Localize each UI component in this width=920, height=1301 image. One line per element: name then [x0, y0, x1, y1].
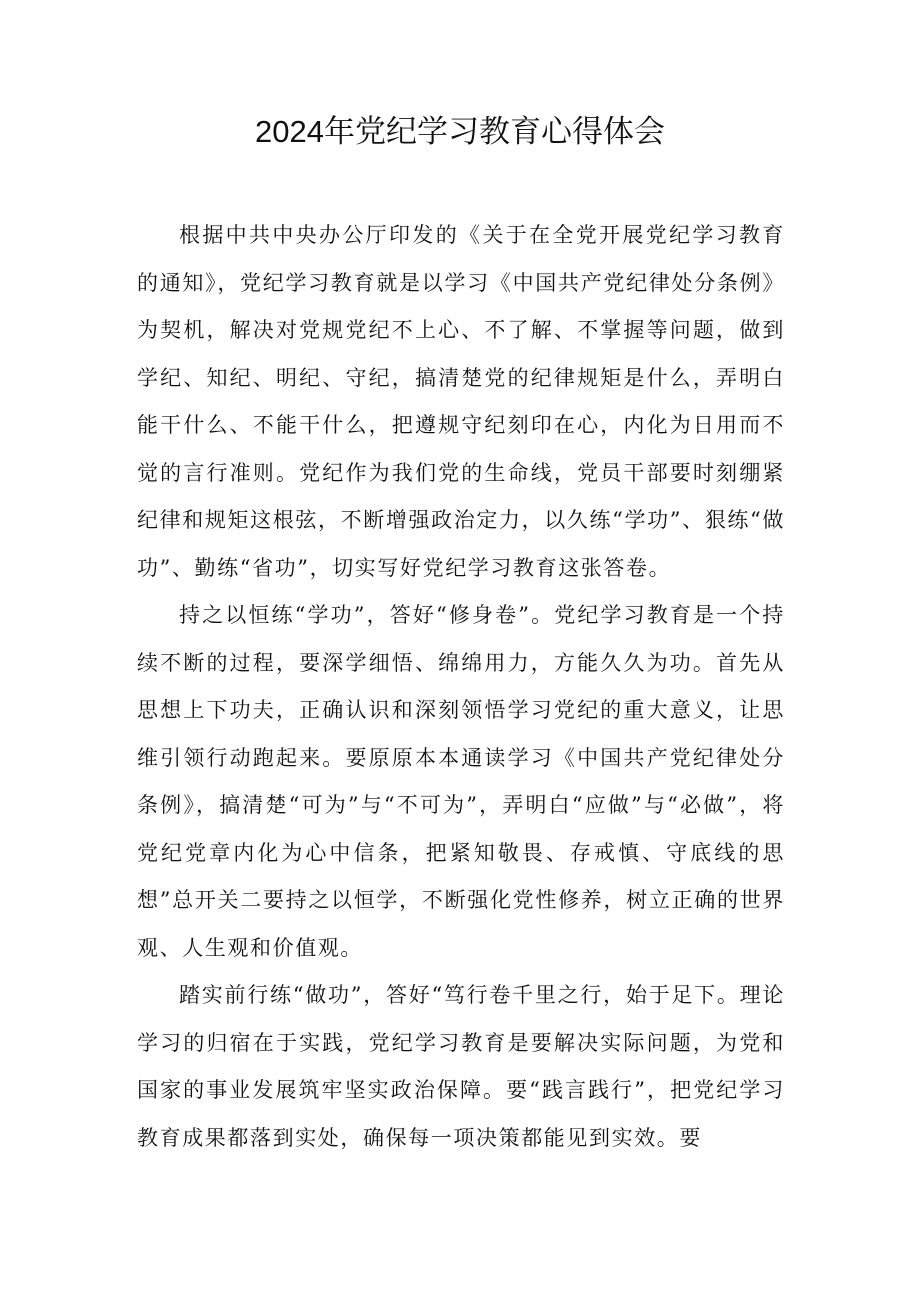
document-body [137, 212, 785, 1162]
paragraph-intro: 根据中共中央办公厅印发的《关于在全党开展党纪学习教育的通知》，党纪学习教育就是以学习《中国共产党纪律处分条例》为契机，解决对党规党纪不上心、不了解、不掌握等问题，做到学纪、知纪、明纪、守纪，搞清楚党的纪律规矩是什么，弄明白能干什么、不能干什么，把遵规守纪刻印在心，内化为日用而不觉的言行准则。党纪作为我们党的生命线，党员干部要时刻绷紧纪律和规矩这根弦，不断增强政治定力，以久练“学功”、狠练“做功”、勤练“省功”，切实写好党纪学习教育这张答卷。 [137, 223, 785, 580]
paragraph-xuegong: 持之以恒练“学功”，答好“修身卷”。党纪学习教育是一个持续不断的过程，要深学细悟、绵绵用力，方能久久为功。首先从思想上下功夫，正确认识和深刻领悟学习党纪的重大意义，让思维引领行动跑起来。要原原本本通读学习《中国共产党纪律处分条例》，搞清楚“可为”与“不可为”，弄明白“应做”与“必做”，将党纪党章内化为心中信条，把紧知敬畏、存戒慎、守底线的思想”总开关二要持之以恒学，不断强化党性修养，树立正确的世界观、人生观和价值观。 [137, 603, 785, 960]
paragraph-zuogong: 踏实前行练“做功”，答好“笃行卷千里之行，始于足下。理论学习的归宿在于实践，党纪学习教育是要解决实际问题，为党和国家的事业发展筑牢坚实政治保障。要“践言践行”，把党纪学习教育成果都落到实处，确保每一项决策都能见到实效。要 [137, 983, 785, 1150]
document-title: 2024年党纪学习教育心得体会 [255, 114, 665, 149]
